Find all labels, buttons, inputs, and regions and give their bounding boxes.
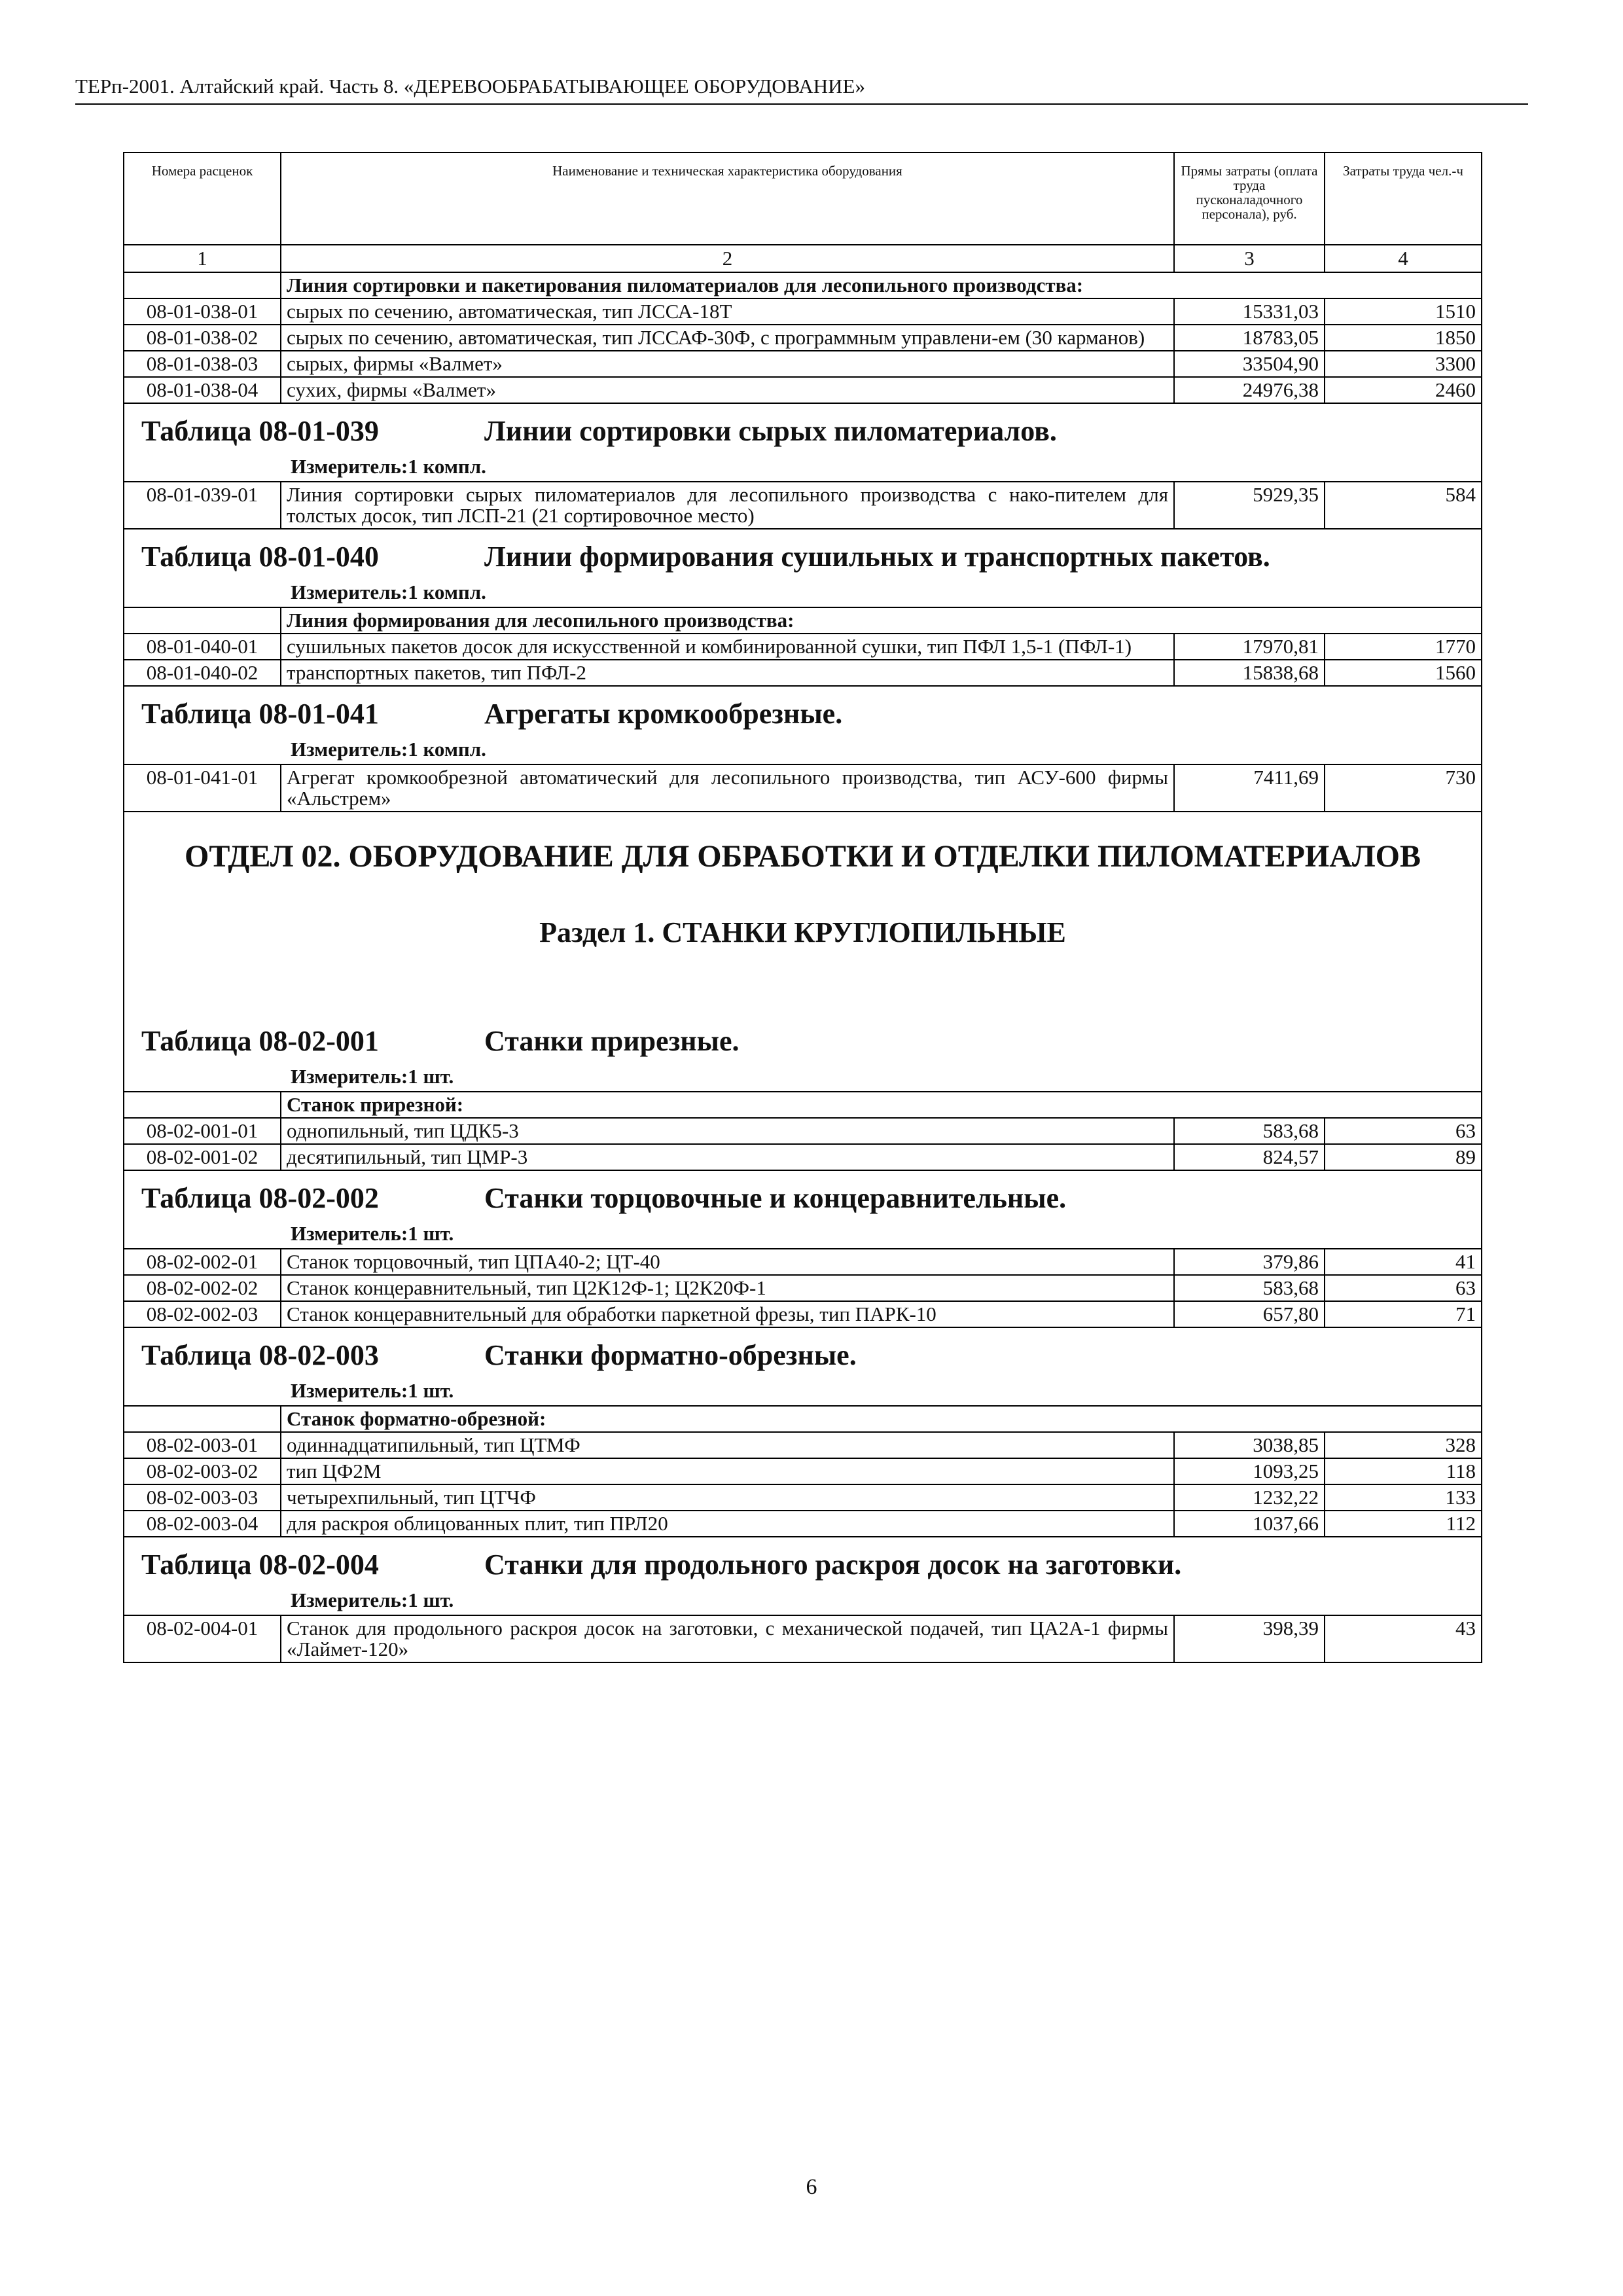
table-title: [124, 1328, 1481, 1375]
department-title: ОТДЕЛ 02. ОБОРУДОВАНИЕ ДЛЯ ОБРАБОТКИ И ОТДЕЛКИ ПИЛОМАТЕРИАЛОВ: [124, 812, 1482, 872]
direct-cost: 7411,69: [1174, 764, 1325, 812]
table-row: [124, 1249, 1482, 1275]
table-row: [124, 660, 1482, 686]
equipment-description: сырых по сечению, автоматическая, тип ЛССАФ-30Ф, с программным управлени-ем (30 карманов): [281, 325, 1174, 351]
table-row: [124, 1615, 1482, 1662]
table-title-cell: [124, 1327, 1482, 1375]
equipment-description: Станок концеравнительный, тип Ц2К12Ф-1; Ц2К20Ф-1: [281, 1275, 1174, 1301]
measure-cell: [124, 1585, 1482, 1615]
empty-cell: [124, 607, 281, 634]
direct-cost: 657,80: [1174, 1301, 1325, 1327]
labor-hours: 2460: [1325, 377, 1482, 403]
measure-unit: Измеритель:1 компл.: [291, 581, 486, 603]
table-title-row: [124, 403, 1482, 451]
rate-code: 08-02-002-01: [124, 1249, 281, 1275]
table-row: [124, 1432, 1482, 1458]
group-subheading-row: [124, 607, 1482, 634]
equipment-description: однопильный, тип ЦДК5-3: [281, 1118, 1174, 1144]
labor-hours: 730: [1325, 764, 1482, 812]
labor-hours: 1510: [1325, 298, 1482, 325]
labor-hours: 1560: [1325, 660, 1482, 686]
table-row: [124, 764, 1482, 812]
equipment-description: Линия сортировки сырых пиломатериалов для лесопильного производства с нако-пителем для толстых досок, тип ЛСП-21 (21 сортировочное место): [281, 482, 1174, 529]
table-number: Таблица 08-01-040: [141, 541, 379, 573]
column-header-name: Наименование и техническая характеристика оборудования: [281, 152, 1174, 245]
measure-row: [124, 577, 1482, 607]
labor-hours: 118: [1325, 1458, 1482, 1484]
measure-wrap: [124, 1375, 1481, 1405]
rate-code: 08-01-038-04: [124, 377, 281, 403]
rate-code: 08-02-002-03: [124, 1301, 281, 1327]
equipment-description: сырых, фирмы «Валмет»: [281, 351, 1174, 377]
table-row: [124, 1484, 1482, 1511]
equipment-description: четырехпильный, тип ЦТЧФ: [281, 1484, 1174, 1511]
direct-cost: 1093,25: [1174, 1458, 1325, 1484]
table-row: [124, 634, 1482, 660]
table-row: [124, 1301, 1482, 1327]
page-number: 6: [806, 2175, 817, 2199]
equipment-description: Станок концеравнительный для обработки паркетной фрезы, тип ПАРК-10: [281, 1301, 1174, 1327]
table-name: Линии сортировки сырых пиломатериалов.: [484, 415, 1057, 447]
measure-wrap: [124, 451, 1481, 481]
labor-hours: 63: [1325, 1275, 1482, 1301]
table-number: Таблица 08-01-041: [141, 698, 379, 730]
table-title-row: [124, 529, 1482, 577]
table-title-cell: [124, 403, 1482, 451]
rate-code: 08-01-038-02: [124, 325, 281, 351]
measure-unit: Измеритель:1 шт.: [291, 1222, 454, 1245]
spacer-row: [124, 955, 1482, 1014]
column-header-cost: Прямы затраты (оплата труда пусконаладочного персонала), руб.: [1174, 152, 1325, 245]
group-subheading: Станок прирезной:: [281, 1092, 1482, 1118]
table-title: [124, 404, 1481, 451]
table-number: Таблица 08-01-039: [141, 415, 379, 447]
table-row: [124, 298, 1482, 325]
measure-wrap: [124, 1585, 1481, 1615]
direct-cost: 824,57: [1174, 1144, 1325, 1170]
equipment-description: тип ЦФ2М: [281, 1458, 1174, 1484]
table-number: Таблица 08-02-004: [141, 1549, 379, 1581]
table-row: [124, 1458, 1482, 1484]
direct-cost: 18783,05: [1174, 325, 1325, 351]
table-number: Таблица 08-02-001: [141, 1025, 379, 1057]
direct-cost: 398,39: [1174, 1615, 1325, 1662]
table-title: [124, 1171, 1481, 1218]
table-name: Станки для продольного раскроя досок на заготовки.: [484, 1549, 1182, 1581]
measure-row: [124, 451, 1482, 482]
labor-hours: 71: [1325, 1301, 1482, 1327]
rate-code: 08-01-039-01: [124, 482, 281, 529]
table-row: [124, 1275, 1482, 1301]
table-title: [124, 1014, 1481, 1061]
equipment-description: сухих, фирмы «Валмет»: [281, 377, 1174, 403]
measure-row: [124, 1218, 1482, 1249]
table-title-row: [124, 1537, 1482, 1585]
direct-cost: 379,86: [1174, 1249, 1325, 1275]
measure-unit: Измеритель:1 компл.: [291, 738, 486, 761]
column-header-code: Номера расценок: [124, 152, 281, 245]
measure-cell: [124, 1375, 1482, 1406]
rate-code: 08-02-001-01: [124, 1118, 281, 1144]
table-row: [124, 325, 1482, 351]
measure-row: [124, 1061, 1482, 1092]
group-subheading: Линия формирования для лесопильного производства:: [281, 607, 1482, 634]
direct-cost: 5929,35: [1174, 482, 1325, 529]
column-number: 4: [1325, 245, 1482, 272]
equipment-description: транспортных пакетов, тип ПФЛ-2: [281, 660, 1174, 686]
measure-row: [124, 1585, 1482, 1615]
section-title: Раздел 1. СТАНКИ КРУГЛОПИЛЬНЫЕ: [124, 872, 1482, 955]
rate-code: 08-01-040-02: [124, 660, 281, 686]
table-row: [124, 351, 1482, 377]
labor-hours: 89: [1325, 1144, 1482, 1170]
labor-hours: 3300: [1325, 351, 1482, 377]
empty-cell: [124, 1092, 281, 1118]
rate-code: 08-02-001-02: [124, 1144, 281, 1170]
rate-code: 08-02-003-04: [124, 1511, 281, 1537]
measure-wrap: [124, 1218, 1481, 1248]
group-subheading-row: [124, 272, 1482, 298]
direct-cost: 15331,03: [1174, 298, 1325, 325]
labor-hours: 133: [1325, 1484, 1482, 1511]
direct-cost: 24976,38: [1174, 377, 1325, 403]
direct-cost: 15838,68: [1174, 660, 1325, 686]
equipment-description: Станок торцовочный, тип ЦПА40-2; ЦТ-40: [281, 1249, 1174, 1275]
table-title-cell: [124, 529, 1482, 577]
direct-cost: 3038,85: [1174, 1432, 1325, 1458]
column-header-row: [124, 152, 1482, 245]
measure-cell: [124, 1218, 1482, 1249]
group-subheading-row: [124, 1406, 1482, 1432]
table-name: Агрегаты кромкообрезные.: [484, 698, 843, 730]
direct-cost: 583,68: [1174, 1118, 1325, 1144]
column-number: 1: [124, 245, 281, 272]
labor-hours: 584: [1325, 482, 1482, 529]
labor-hours: 63: [1325, 1118, 1482, 1144]
measure-cell: [124, 734, 1482, 764]
table-name: Станки торцовочные и концеравнительные.: [484, 1182, 1067, 1214]
table-name: Станки форматно-обрезные.: [484, 1339, 857, 1371]
table-title-row: [124, 686, 1482, 734]
rate-code: 08-01-041-01: [124, 764, 281, 812]
table-row: [124, 1511, 1482, 1537]
measure-cell: [124, 451, 1482, 482]
labor-hours: 328: [1325, 1432, 1482, 1458]
measure-unit: Измеритель:1 шт.: [291, 1588, 454, 1611]
table-number: Таблица 08-02-003: [141, 1339, 379, 1371]
rate-code: 08-02-003-01: [124, 1432, 281, 1458]
rate-table-container: [123, 152, 1481, 1663]
labor-hours: 112: [1325, 1511, 1482, 1537]
equipment-description: сушильных пакетов досок для искусственной и комбинированной сушки, тип ПФЛ 1,5-1 (ПФЛ-1): [281, 634, 1174, 660]
labor-hours: 1770: [1325, 634, 1482, 660]
empty-cell: [124, 1406, 281, 1432]
table-number: Таблица 08-02-002: [141, 1182, 379, 1214]
equipment-description: одиннадцатипильный, тип ЦТМФ: [281, 1432, 1174, 1458]
rate-code: 08-02-002-02: [124, 1275, 281, 1301]
table-row: [124, 482, 1482, 529]
labor-hours: 41: [1325, 1249, 1482, 1275]
measure-wrap: [124, 577, 1481, 607]
measure-row: [124, 1375, 1482, 1406]
group-subheading: Линия сортировки и пакетирования пиломатериалов для лесопильного производства:: [281, 272, 1482, 298]
equipment-description: для раскроя облицованных плит, тип ПРЛ20: [281, 1511, 1174, 1537]
direct-cost: 33504,90: [1174, 351, 1325, 377]
table-title-row: [124, 1327, 1482, 1375]
equipment-description: сырых по сечению, автоматическая, тип ЛССА-18Т: [281, 298, 1174, 325]
table-title: [124, 687, 1481, 734]
group-subheading: Станок форматно-обрезной:: [281, 1406, 1482, 1432]
table-title: [124, 529, 1481, 577]
table-row: [124, 1144, 1482, 1170]
measure-wrap: [124, 734, 1481, 764]
rate-code: 08-01-040-01: [124, 634, 281, 660]
table-title-cell: [124, 686, 1482, 734]
section-title-row: [124, 872, 1482, 955]
table-title-cell: [124, 1537, 1482, 1585]
table-name: Станки прирезные.: [484, 1025, 740, 1057]
table-name: Линии формирования сушильных и транспортных пакетов.: [484, 541, 1270, 573]
rate-code: 08-02-004-01: [124, 1615, 281, 1662]
direct-cost: 1037,66: [1174, 1511, 1325, 1537]
rate-code: 08-01-038-03: [124, 351, 281, 377]
table-title-cell: [124, 1014, 1482, 1061]
column-number: 2: [281, 245, 1174, 272]
measure-unit: Измеритель:1 шт.: [291, 1065, 454, 1088]
group-subheading-row: [124, 1092, 1482, 1118]
equipment-description: Станок для продольного раскроя досок на заготовки, с механической подачей, тип ЦА2А-1 фирмы «Лаймет-120»: [281, 1615, 1174, 1662]
measure-row: [124, 734, 1482, 764]
measure-cell: [124, 1061, 1482, 1092]
column-number-row: [124, 245, 1482, 272]
measure-unit: Измеритель:1 компл.: [291, 455, 486, 478]
table-title: [124, 1537, 1481, 1585]
column-number: 3: [1174, 245, 1325, 272]
direct-cost: 17970,81: [1174, 634, 1325, 660]
table-row: [124, 1118, 1482, 1144]
empty-cell: [124, 272, 281, 298]
measure-wrap: [124, 1061, 1481, 1091]
table-title-cell: [124, 1170, 1482, 1218]
measure-cell: [124, 577, 1482, 607]
measure-unit: Измеритель:1 шт.: [291, 1379, 454, 1402]
direct-cost: 583,68: [1174, 1275, 1325, 1301]
direct-cost: 1232,22: [1174, 1484, 1325, 1511]
rate-code: 08-01-038-01: [124, 298, 281, 325]
equipment-description: Агрегат кромкообрезной автоматический для лесопильного производства, тип АСУ-600 фирмы «Альстрем»: [281, 764, 1174, 812]
labor-hours: 43: [1325, 1615, 1482, 1662]
rate-code: 08-02-003-03: [124, 1484, 281, 1511]
page-header: ТЕРп-2001. Алтайский край. Часть 8. «ДЕРЕВООБРАБАТЫВАЮЩЕЕ ОБОРУДОВАНИЕ»: [75, 73, 1528, 105]
table-row: [124, 377, 1482, 403]
department-title-row: [124, 812, 1482, 872]
equipment-description: десятипильный, тип ЦМР-3: [281, 1144, 1174, 1170]
column-header-labor: Затраты труда чел.-ч: [1325, 152, 1482, 245]
table-title-row: [124, 1170, 1482, 1218]
table-title-row: [124, 1014, 1482, 1061]
spacer-cell: [124, 955, 1482, 1014]
rate-table: [123, 152, 1482, 1663]
labor-hours: 1850: [1325, 325, 1482, 351]
rate-code: 08-02-003-02: [124, 1458, 281, 1484]
